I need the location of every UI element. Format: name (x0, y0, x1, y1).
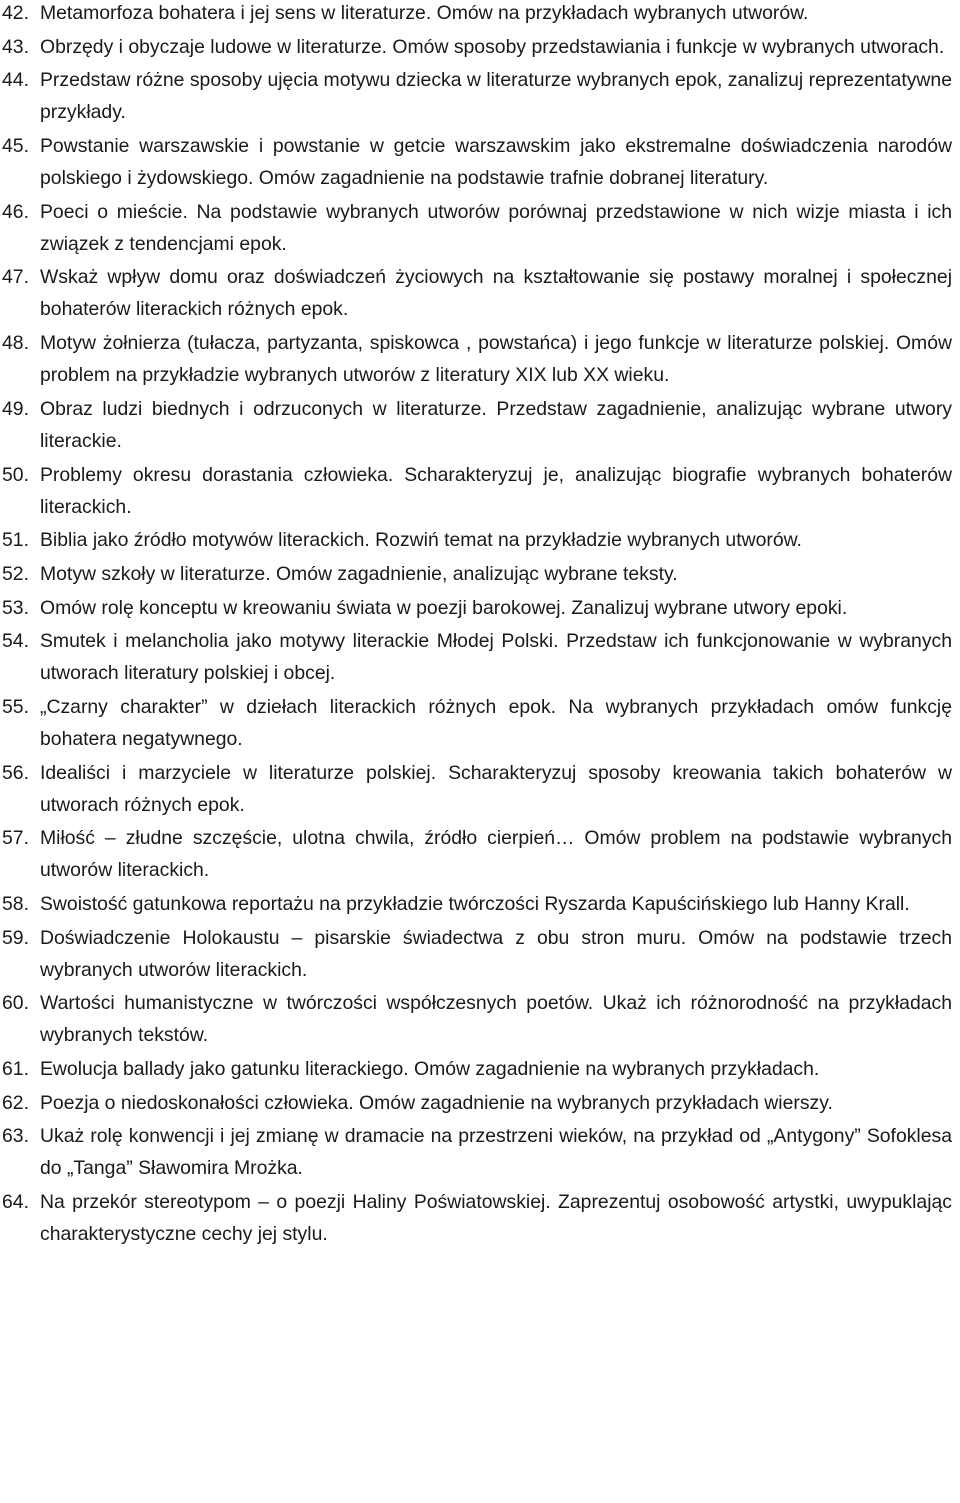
topic-text: Przedstaw różne sposoby ujęcia motywu dziecka w literaturze wybranych epok, zanalizuj reprezentatywne przykłady. (40, 69, 952, 124)
list-item (0, 592, 956, 624)
topic-number: 64. (2, 1191, 29, 1214)
list-item (0, 625, 956, 689)
list-item (0, 987, 956, 1051)
topic-number: 56. (2, 761, 29, 784)
topic-number: 49. (2, 397, 29, 420)
list-item (0, 524, 956, 556)
topic-text: Metamorfoza bohatera i jej sens w literaturze. Omów na przykładach wybranych utworów. (40, 2, 809, 24)
topic-text: „Czarny charakter” w dziełach literackich różnych epok. Na wybranych przykładach omów funkcję bohatera negatywnego. (40, 695, 952, 750)
topic-text: Poeci o mieście. Na podstawie wybranych utworów porównaj przedstawione w nich wizje miasta i ich związek z tendencjami epok. (40, 200, 952, 255)
topic-text: Idealiści i marzyciele w literaturze polskiej. Scharakteryzuj sposoby kreowania takich bohaterów w utworach różnych epok. (40, 761, 952, 816)
topic-text: Poezja o niedoskonałości człowieka. Omów zagadnienie na wybranych przykładach wierszy. (40, 1091, 833, 1114)
list-item (0, 757, 956, 821)
topic-text: Ukaż rolę konwencji i jej zmianę w dramacie na przestrzeni wieków, na przykład od „Antygony” Sofoklesa do „Tanga” Sławomira Mrożka. (40, 1125, 952, 1180)
topic-text: Wartości humanistyczne w twórczości współczesnych poetów. Ukaż ich różnorodność na przykładach wybranych tekstów. (40, 992, 952, 1047)
topic-number: 45. (2, 135, 29, 158)
topic-number: 60. (2, 992, 29, 1015)
list-item (0, 130, 956, 194)
topic-number: 46. (2, 200, 29, 223)
topic-text: Omów rolę konceptu w kreowaniu świata w poezji barokowej. Zanalizuj wybrane utwory epoki. (40, 596, 848, 619)
topic-text: Powstanie warszawskie i powstanie w getcie warszawskim jako ekstremalne doświadczenia narodów polskiego i żydowskiego. Omów zagadnienie na podstawie trafnie dobranej literatury. (40, 135, 952, 190)
topic-text: Doświadczenie Holokaustu – pisarskie świadectwa z obu stron muru. Omów na podstawie trzech wybranych utworów literackich. (40, 926, 952, 981)
topic-number: 63. (2, 1125, 29, 1148)
topic-text: Motyw szkoły w literaturze. Omów zagadnienie, analizując wybrane teksty. (40, 562, 678, 585)
list-item (0, 1053, 956, 1085)
topic-number: 44. (2, 69, 29, 92)
topic-text: Na przekór stereotypom – o poezji Haliny Poświatowskiej. Zaprezentuj osobowość artystki, uwypuklając charakterystyczne cechy jej stylu. (40, 1191, 952, 1246)
list-item (0, 196, 956, 260)
topic-text: Swoistość gatunkowa reportażu na przykładzie twórczości Ryszarda Kapuścińskiego lub Hanny Krall. (40, 893, 910, 915)
topic-text: Ewolucja ballady jako gatunku literackiego. Omów zagadnienie na wybranych przykładach. (40, 1058, 820, 1081)
list-item (0, 558, 956, 590)
list-item (0, 1087, 956, 1119)
list-item (0, 888, 956, 920)
list-item (0, 261, 956, 325)
topic-text: Motyw żołnierza (tułacza, partyzanta, spiskowca , powstańca) i jego funkcje w literaturze polskiej. Omów problem na przykładzie wybranych utworów z literatury XIX lub XX wieku. (40, 332, 952, 387)
list-item (0, 393, 956, 457)
topic-text: Obrzędy i obyczaje ludowe w literaturze. Omów sposoby przedstawiania i funkcje w wybranych utworach. (40, 35, 945, 58)
topic-number: 43. (2, 35, 29, 58)
topic-number: 53. (2, 596, 29, 619)
list-item (0, 31, 956, 63)
list-item (0, 327, 956, 391)
topic-text: Smutek i melancholia jako motywy literackie Młodej Polski. Przedstaw ich funkcjonowanie w wybranych utworach literatury polskiej i obcej. (40, 630, 952, 685)
topic-number: 55. (2, 695, 29, 718)
list-item (0, 1186, 956, 1250)
topic-number: 61. (2, 1058, 29, 1081)
topic-number: 54. (2, 630, 29, 653)
list-item (0, 459, 956, 523)
list-item (0, 1120, 956, 1184)
topic-text: Miłość – złudne szczęście, ulotna chwila, źródło cierpień… Omów problem na podstawie wybranych utworów literackich. (40, 827, 952, 882)
topic-text: Obraz ludzi biednych i odrzuconych w literaturze. Przedstaw zagadnienie, analizując wybrane utwory literackie. (40, 397, 952, 452)
list-item (0, 691, 956, 755)
topic-number: 50. (2, 463, 29, 486)
topic-number: 59. (2, 926, 29, 949)
topic-number: 62. (2, 1091, 29, 1114)
topic-number: 42. (2, 2, 29, 24)
topic-number: 47. (2, 266, 29, 289)
list-item (0, 922, 956, 986)
topic-number: 48. (2, 332, 29, 355)
topic-number: 51. (2, 529, 29, 552)
topic-number: 57. (2, 827, 29, 850)
topic-text: Problemy okresu dorastania człowieka. Scharakteryzuj je, analizując biografie wybranych bohaterów literackich. (40, 463, 952, 518)
topic-text: Wskaż wpływ domu oraz doświadczeń życiowych na kształtowanie się postawy moralnej i społecznej bohaterów literackich różnych epok. (40, 266, 952, 321)
topic-number: 52. (2, 562, 29, 585)
list-item (0, 0, 956, 29)
topic-number: 58. (2, 893, 29, 915)
list-item (0, 64, 956, 128)
list-item (0, 822, 956, 886)
topic-text: Biblia jako źródło motywów literackich. Rozwiń temat na przykładzie wybranych utworów. (40, 529, 802, 552)
